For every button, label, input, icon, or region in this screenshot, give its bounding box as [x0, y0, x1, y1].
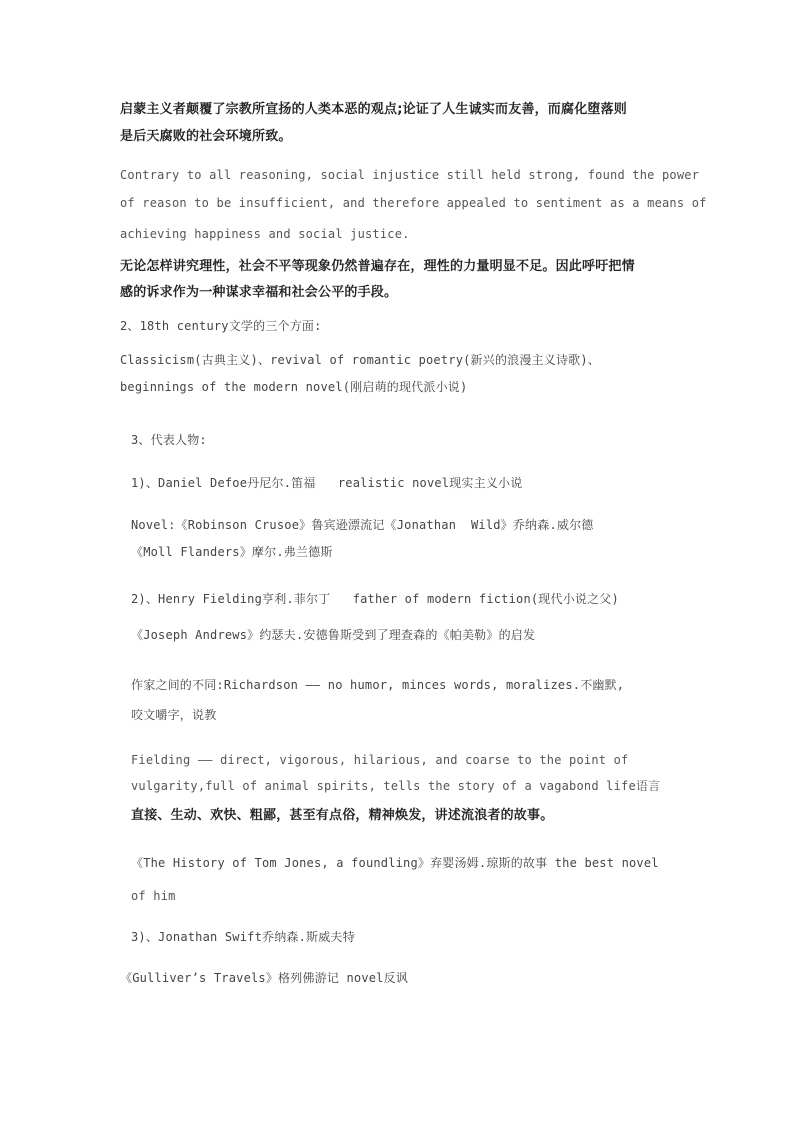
defoe-novels-line-1: Novel:《Robinson Crusoe》鲁宾逊漂流记《Jonathan Wild》乔纳森.威尔德 — [131, 518, 594, 532]
fielding-difference-line-1: 作家之间的不同:Richardson —— no humor, minces words, moralizes.不幽默, — [131, 678, 625, 692]
gullivers-travels: 《Gulliver’s Travels》格列佛游记 novel反讽 — [120, 971, 408, 985]
paragraph-1-line-1: 启蒙主义者颠覆了宗教所宣扬的人类本恶的观点;论证了人生诚实而友善，而腐化堕落则 — [120, 102, 627, 117]
fielding-title: 2)、Henry Fielding亨利.菲尔丁 father of modern fiction(现代小说之父) — [131, 592, 619, 606]
paragraph-3-line-1: 无论怎样讲究理性，社会不平等现象仍然普遍存在，理性的力量明显不足。因此呼吁把情 — [120, 259, 635, 274]
defoe-title: 1)、Daniel Defoe丹尼尔.笛福 realistic novel现实主义小说 — [131, 476, 523, 490]
section-3-heading: 3、代表人物: — [131, 433, 207, 447]
paragraph-2-line-3: achieving happiness and social justice. — [120, 227, 410, 241]
fielding-style-line-2: vulgarity,full of animal spirits, tells the story of a vagabond life语言 — [131, 779, 661, 793]
defoe-novels-line-2: 《Moll Flanders》摩尔.弗兰德斯 — [131, 545, 333, 559]
paragraph-2-line-1: Contrary to all reasoning, social injustice still held strong, found the power — [120, 168, 700, 182]
tom-jones-line-2: of him — [131, 889, 176, 903]
paragraph-1-line-2: 是后天腐败的社会环境所致。 — [120, 129, 292, 144]
swift-title: 3)、Jonathan Swift乔纳森.斯威夫特 — [131, 930, 355, 944]
tom-jones-line-1: 《The History of Tom Jones, a foundling》弃婴汤姆.琼斯的故事 the best novel — [131, 856, 659, 870]
paragraph-3-line-2: 感的诉求作为一种谋求幸福和社会公平的手段。 — [120, 285, 398, 300]
section-2-line-1: Classicism(古典主义)、revival of romantic poetry(新兴的浪漫主义诗歌)、 — [120, 353, 600, 367]
section-2-heading: 2、18th century文学的三个方面: — [120, 319, 322, 333]
section-2-line-2: beginnings of the modern novel(刚启萌的现代派小说) — [120, 380, 468, 394]
paragraph-2-line-2: of reason to be insufficient, and therefore appealed to sentiment as a means of — [120, 196, 707, 210]
fielding-joseph-andrews: 《Joseph Andrews》约瑟夫.安德鲁斯受到了理查森的《帕美勒》的启发 — [131, 628, 536, 642]
fielding-style-line-1: Fielding —— direct, vigorous, hilarious, and coarse to the point of — [131, 753, 629, 767]
fielding-difference-line-2: 咬文嚼字，说教 — [131, 708, 217, 722]
fielding-style-line-3: 直接、生动、欢快、粗鄙，甚至有点俗，精神焕发，讲述流浪者的故事。 — [131, 808, 554, 823]
